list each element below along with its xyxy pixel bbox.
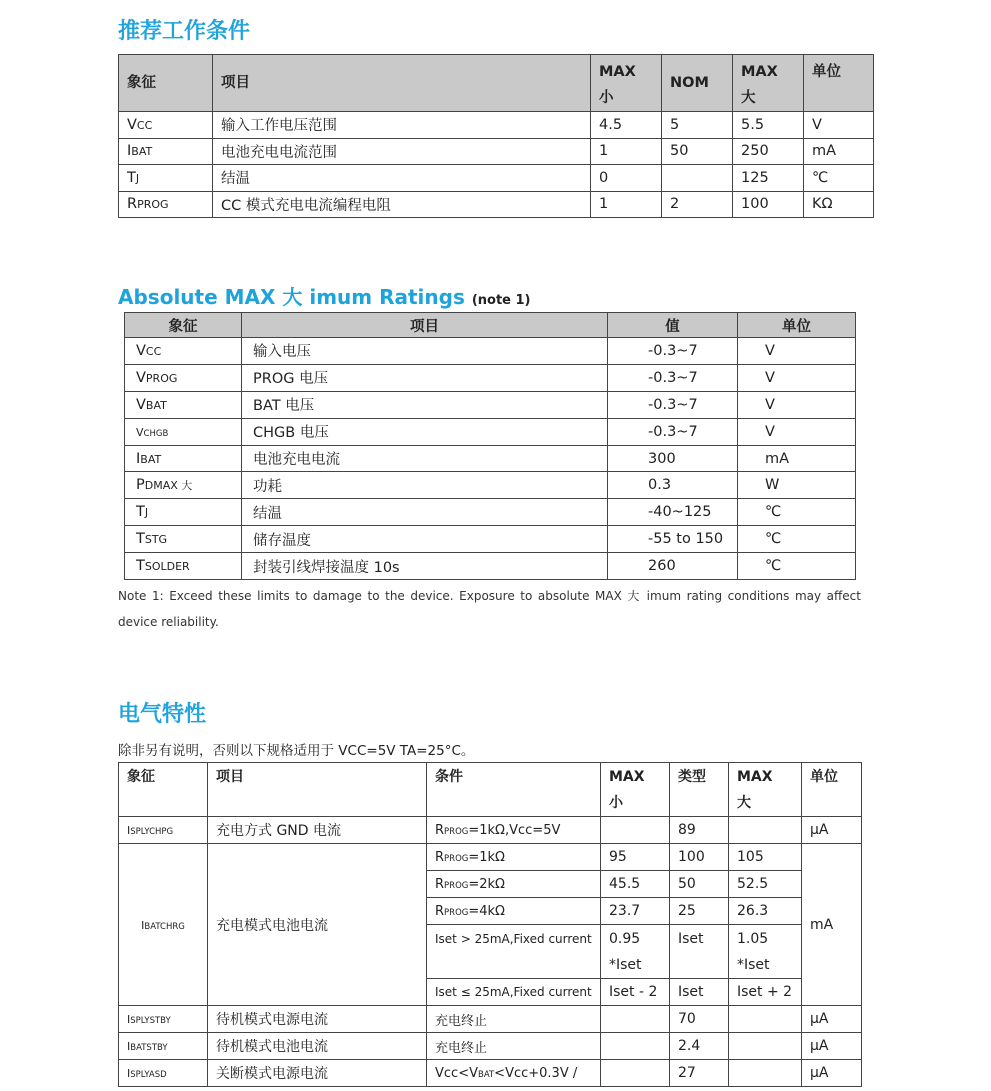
- recommended-conditions-table: [118, 54, 874, 218]
- header-max: MAX 大: [729, 763, 802, 817]
- max-cell: [729, 1060, 802, 1087]
- max-cell: 250: [733, 138, 804, 165]
- value-cell: 300: [608, 445, 738, 472]
- table-row: [119, 1006, 862, 1033]
- item-cell: 待机模式电池电流: [208, 1033, 427, 1060]
- min-cell: 0.95 *Iset: [601, 925, 670, 979]
- unit-cell: ℃: [738, 553, 856, 580]
- min-cell: 4.5: [591, 112, 662, 139]
- symbol-cell: VBAT: [125, 391, 242, 418]
- symbol-cell: RPROG: [119, 191, 213, 218]
- value-cell: -0.3~7: [608, 338, 738, 365]
- item-cell: 封装引线焊接温度 10s: [242, 553, 608, 580]
- table-header-row: [125, 313, 856, 338]
- table-row: [119, 1033, 862, 1060]
- condition-cell: RPROG=1kΩ: [427, 844, 601, 871]
- typ-cell: 25: [670, 898, 729, 925]
- max-cell: 5.5: [733, 112, 804, 139]
- item-cell: 结温: [242, 499, 608, 526]
- typ-cell: 50: [670, 871, 729, 898]
- symbol-cell: VCC: [119, 112, 213, 139]
- section-title-electrical: 电气特性: [118, 702, 207, 727]
- item-cell: PROG 电压: [242, 364, 608, 391]
- min-cell: 0: [591, 165, 662, 192]
- header-unit: 单位: [802, 763, 862, 817]
- table-row: [119, 1060, 862, 1087]
- condition-cell: Iset > 25mA,Fixed current: [427, 925, 601, 979]
- unit-cell: μA: [802, 1060, 862, 1087]
- unit-cell: μA: [802, 1033, 862, 1060]
- max-cell: [729, 1033, 802, 1060]
- header-min: MAX 小: [591, 55, 662, 112]
- header-value: 值: [608, 313, 738, 338]
- item-cell: 关断模式电源电流: [208, 1060, 427, 1087]
- min-cell: [601, 817, 670, 844]
- min-cell: 23.7: [601, 898, 670, 925]
- table-row: [119, 844, 862, 871]
- condition-cell: 充电终止: [427, 1033, 601, 1060]
- table-row: [125, 364, 856, 391]
- symbol-cell: ISPLYSTBY: [119, 1006, 208, 1033]
- table-row: [119, 112, 874, 139]
- item-cell: 待机模式电源电流: [208, 1006, 427, 1033]
- condition-cell: RPROG=2kΩ: [427, 871, 601, 898]
- table-row: [125, 418, 856, 445]
- value-cell: 260: [608, 553, 738, 580]
- unit-cell: V: [804, 112, 874, 139]
- footnote: Note 1: Exceed these limits to damage to the device. Exposure to absolute MAX 大 imum rating conditions may affect device reliability.: [118, 589, 861, 629]
- unit-cell: V: [738, 338, 856, 365]
- value-cell: 0.3: [608, 472, 738, 499]
- nom-cell: 50: [662, 138, 733, 165]
- table-row: [125, 472, 856, 499]
- item-cell: CC 模式充电电流编程电阻: [213, 191, 591, 218]
- header-symbol: 象征: [125, 313, 242, 338]
- header-symbol: 象征: [119, 55, 213, 112]
- header-condition: 条件: [427, 763, 601, 817]
- unit-cell: mA: [804, 138, 874, 165]
- table-row: [119, 817, 862, 844]
- unit-cell: μA: [802, 817, 862, 844]
- value-cell: -40~125: [608, 499, 738, 526]
- value-cell: -0.3~7: [608, 364, 738, 391]
- table-row: [119, 138, 874, 165]
- item-cell: CHGB 电压: [242, 418, 608, 445]
- typ-cell: 2.4: [670, 1033, 729, 1060]
- item-cell: BAT 电压: [242, 391, 608, 418]
- symbol-cell: ISPLYASD: [119, 1060, 208, 1087]
- symbol-cell: VCHGB: [125, 418, 242, 445]
- min-cell: 1: [591, 138, 662, 165]
- symbol-cell: IBAT: [125, 445, 242, 472]
- typ-cell: 27: [670, 1060, 729, 1087]
- max-cell: [729, 1006, 802, 1033]
- unit-cell: V: [738, 418, 856, 445]
- unit-cell: mA: [802, 844, 862, 1006]
- table-header-row: [119, 763, 862, 817]
- value-cell: -0.3~7: [608, 391, 738, 418]
- value-cell: -0.3~7: [608, 418, 738, 445]
- condition-cell: RPROG=4kΩ: [427, 898, 601, 925]
- header-item: 项目: [208, 763, 427, 817]
- item-cell: 功耗: [242, 472, 608, 499]
- item-cell: 储存温度: [242, 526, 608, 553]
- symbol-cell: TSTG: [125, 526, 242, 553]
- header-item: 项目: [213, 55, 591, 112]
- item-cell: 输入电压: [242, 338, 608, 365]
- electrical-characteristics-table: [118, 762, 862, 1087]
- condition-cell: Iset ≤ 25mA,Fixed current: [427, 979, 601, 1006]
- unit-cell: KΩ: [804, 191, 874, 218]
- max-cell: 125: [733, 165, 804, 192]
- min-cell: 45.5: [601, 871, 670, 898]
- typ-cell: 89: [670, 817, 729, 844]
- header-min: MAX 小: [601, 763, 670, 817]
- symbol-cell: TJ: [125, 499, 242, 526]
- min-cell: [601, 1033, 670, 1060]
- header-nom: NOM: [662, 55, 733, 112]
- header-item: 项目: [242, 313, 608, 338]
- absolute-max-table: [124, 312, 856, 580]
- unit-cell: mA: [738, 445, 856, 472]
- min-cell: Iset - 2: [601, 979, 670, 1006]
- max-cell: [729, 817, 802, 844]
- item-cell: 结温: [213, 165, 591, 192]
- condition-cell: Vcc<VBAT<Vcc+0.3V /: [427, 1060, 601, 1087]
- item-cell: 充电模式电池电流: [208, 844, 427, 1006]
- item-cell: 电池充电电流: [242, 445, 608, 472]
- unit-cell: ℃: [738, 526, 856, 553]
- nom-cell: 2: [662, 191, 733, 218]
- table-row: [125, 445, 856, 472]
- symbol-cell: IBAT: [119, 138, 213, 165]
- unit-cell: V: [738, 391, 856, 418]
- unit-cell: ℃: [738, 499, 856, 526]
- section-title-absolute-max: Absolute MAX 大 imum Ratings (note 1): [118, 285, 531, 309]
- table-row: [125, 553, 856, 580]
- header-max: MAX 大: [733, 55, 804, 112]
- table-row: [119, 191, 874, 218]
- header-unit: 单位: [738, 313, 856, 338]
- nom-cell: [662, 165, 733, 192]
- table-row: [125, 338, 856, 365]
- table-row: [125, 499, 856, 526]
- symbol-cell: TJ: [119, 165, 213, 192]
- symbol-cell: VPROG: [125, 364, 242, 391]
- item-cell: 输入工作电压范围: [213, 112, 591, 139]
- unit-cell: ℃: [804, 165, 874, 192]
- min-cell: 95: [601, 844, 670, 871]
- conditions-intro: 除非另有说明，否则以下规格适用于 VCC=5V TA=25°C。: [118, 743, 475, 759]
- symbol-cell: TSOLDER: [125, 553, 242, 580]
- min-cell: [601, 1060, 670, 1087]
- table-row: [125, 391, 856, 418]
- max-cell: 105: [729, 844, 802, 871]
- symbol-cell: IBATCHRG: [119, 844, 208, 1006]
- typ-cell: Iset: [670, 979, 729, 1006]
- typ-cell: 100: [670, 844, 729, 871]
- table-header-row: [119, 55, 874, 112]
- symbol-cell: ISPLYCHPG: [119, 817, 208, 844]
- max-cell: 26.3: [729, 898, 802, 925]
- item-cell: 充电方式 GND 电流: [208, 817, 427, 844]
- min-cell: 1: [591, 191, 662, 218]
- max-cell: 100: [733, 191, 804, 218]
- min-cell: [601, 1006, 670, 1033]
- unit-cell: W: [738, 472, 856, 499]
- table-row: [125, 526, 856, 553]
- max-cell: 1.05 *Iset: [729, 925, 802, 979]
- typ-cell: 70: [670, 1006, 729, 1033]
- value-cell: -55 to 150: [608, 526, 738, 553]
- typ-cell: Iset: [670, 925, 729, 979]
- symbol-cell: PDMAX 大: [125, 472, 242, 499]
- header-unit: 单位: [804, 55, 874, 112]
- condition-cell: RPROG=1kΩ,Vcc=5V: [427, 817, 601, 844]
- unit-cell: μA: [802, 1006, 862, 1033]
- max-cell: Iset + 2: [729, 979, 802, 1006]
- item-cell: 电池充电电流范围: [213, 138, 591, 165]
- unit-cell: V: [738, 364, 856, 391]
- header-symbol: 象征: [119, 763, 208, 817]
- condition-cell: 充电终止: [427, 1006, 601, 1033]
- symbol-cell: VCC: [125, 338, 242, 365]
- title-note: (note 1): [471, 293, 531, 308]
- header-typ: 类型: [670, 763, 729, 817]
- max-cell: 52.5: [729, 871, 802, 898]
- table-row: [119, 165, 874, 192]
- nom-cell: 5: [662, 112, 733, 139]
- section-title-recommended: 推荐工作条件: [118, 19, 251, 44]
- symbol-cell: IBATSTBY: [119, 1033, 208, 1060]
